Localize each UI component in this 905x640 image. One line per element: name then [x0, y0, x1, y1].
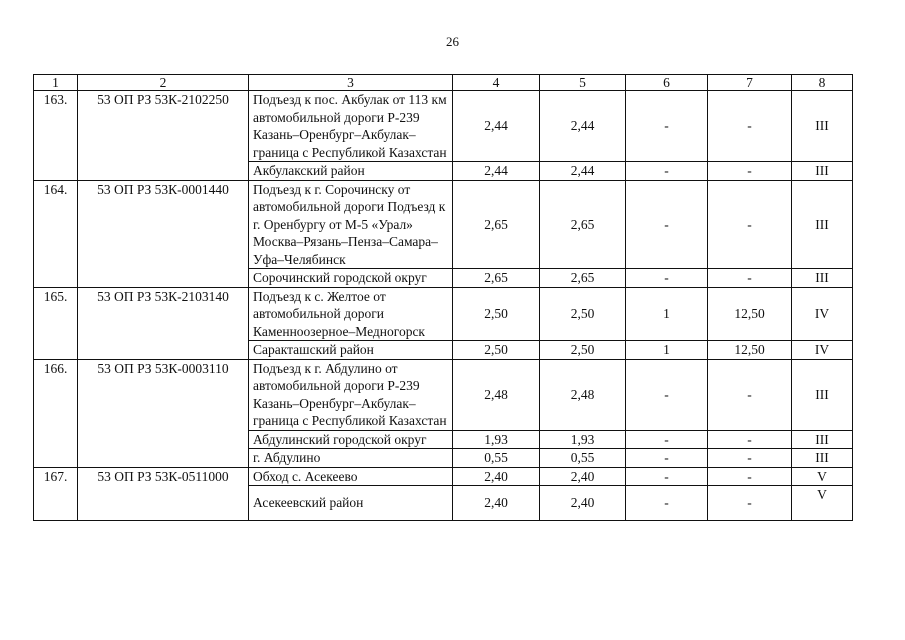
cell-col4: 2,40 — [453, 486, 540, 521]
cell-category: III — [792, 430, 853, 449]
road-name: Обход с. Асекеево — [249, 467, 453, 486]
cell-category: III — [792, 449, 853, 468]
district-name: Асекеевский район — [249, 486, 453, 521]
cell-col6: - — [626, 359, 708, 430]
cell-col6: 1 — [626, 287, 708, 341]
cell-category: V — [792, 486, 853, 521]
cell-col4: 2,50 — [453, 341, 540, 360]
column-header: 2 — [78, 75, 249, 91]
cell-col4: 0,55 — [453, 449, 540, 468]
row-number: 166. — [34, 359, 78, 467]
row-number: 164. — [34, 180, 78, 287]
road-id: 53 ОП РЗ 53К-2102250 — [78, 91, 249, 181]
column-header: 5 — [540, 75, 626, 91]
cell-col5: 2,40 — [540, 486, 626, 521]
cell-col4: 2,65 — [453, 180, 540, 269]
column-header: 1 — [34, 75, 78, 91]
cell-col5: 2,44 — [540, 162, 626, 181]
district-name: г. Абдулино — [249, 449, 453, 468]
cell-col7: - — [708, 91, 792, 162]
table-row — [34, 180, 853, 269]
row-number: 167. — [34, 467, 78, 521]
cell-col6: - — [626, 162, 708, 181]
road-name: Подъезд к г. Абдулино от автомобильной дороги Р-239 Казань–Оренбург–Акбулак–граница с Республикой Казахстан — [249, 359, 453, 430]
road-name: Подъезд к с. Желтое от автомобильной дороги Каменноозерное–Медногорск — [249, 287, 453, 341]
column-header: 6 — [626, 75, 708, 91]
cell-category: III — [792, 180, 853, 269]
cell-col4: 2,65 — [453, 269, 540, 288]
cell-col4: 2,48 — [453, 359, 540, 430]
column-header: 3 — [249, 75, 453, 91]
cell-col7: - — [708, 269, 792, 288]
cell-category: III — [792, 91, 853, 162]
cell-col5: 2,65 — [540, 180, 626, 269]
road-id: 53 ОП РЗ 53К-2103140 — [78, 287, 249, 359]
table-row — [34, 287, 853, 341]
cell-col4: 2,50 — [453, 287, 540, 341]
cell-category: V — [792, 467, 853, 486]
cell-col5: 2,48 — [540, 359, 626, 430]
cell-col6: - — [626, 180, 708, 269]
row-number: 165. — [34, 287, 78, 359]
cell-col6: 1 — [626, 341, 708, 360]
cell-col6: - — [626, 467, 708, 486]
road-id: 53 ОП РЗ 53К-0001440 — [78, 180, 249, 287]
cell-category: IV — [792, 287, 853, 341]
district-name: Абдулинский городской округ — [249, 430, 453, 449]
header-row — [34, 75, 853, 91]
cell-col7: - — [708, 430, 792, 449]
cell-col7: - — [708, 467, 792, 486]
road-name: Подъезд к г. Сорочинску от автомобильной дороги Подъезд к г. Оренбургу от М-5 «Урал» Москва–Рязань–Пенза–Самара–Уфа–Челябинск — [249, 180, 453, 269]
cell-col5: 2,50 — [540, 341, 626, 360]
cell-col5: 1,93 — [540, 430, 626, 449]
road-id: 53 ОП РЗ 53К-0003110 — [78, 359, 249, 467]
column-header: 4 — [453, 75, 540, 91]
cell-col7: - — [708, 180, 792, 269]
roads-table — [33, 74, 853, 521]
cell-col4: 1,93 — [453, 430, 540, 449]
cell-col5: 2,65 — [540, 269, 626, 288]
column-header: 8 — [792, 75, 853, 91]
cell-col6: - — [626, 269, 708, 288]
district-name: Сорочинский городской округ — [249, 269, 453, 288]
road-name: Подъезд к пос. Акбулак от 113 км автомобильной дороги Р-239 Казань–Оренбург–Акбулак–граница с Республикой Казахстан — [249, 91, 453, 162]
district-name: Саракташский район — [249, 341, 453, 360]
table-row — [34, 91, 853, 162]
cell-col6: - — [626, 430, 708, 449]
cell-col5: 2,50 — [540, 287, 626, 341]
cell-col7: - — [708, 162, 792, 181]
cell-col7: - — [708, 486, 792, 521]
cell-col7: 12,50 — [708, 341, 792, 360]
page-number: 26 — [446, 34, 459, 49]
cell-category: III — [792, 359, 853, 430]
district-name: Акбулакский район — [249, 162, 453, 181]
row-number: 163. — [34, 91, 78, 181]
road-id: 53 ОП РЗ 53К-0511000 — [78, 467, 249, 521]
cell-col5: 2,40 — [540, 467, 626, 486]
cell-col4: 2,40 — [453, 467, 540, 486]
column-header: 7 — [708, 75, 792, 91]
table-row — [34, 467, 853, 486]
cell-col5: 2,44 — [540, 91, 626, 162]
cell-col5: 0,55 — [540, 449, 626, 468]
cell-col6: - — [626, 486, 708, 521]
cell-col7: - — [708, 359, 792, 430]
cell-category: III — [792, 162, 853, 181]
cell-category: IV — [792, 341, 853, 360]
cell-col6: - — [626, 449, 708, 468]
cell-col7: 12,50 — [708, 287, 792, 341]
table-row — [34, 359, 853, 430]
cell-col7: - — [708, 449, 792, 468]
cell-col4: 2,44 — [453, 162, 540, 181]
cell-col6: - — [626, 91, 708, 162]
cell-category: III — [792, 269, 853, 288]
cell-col4: 2,44 — [453, 91, 540, 162]
